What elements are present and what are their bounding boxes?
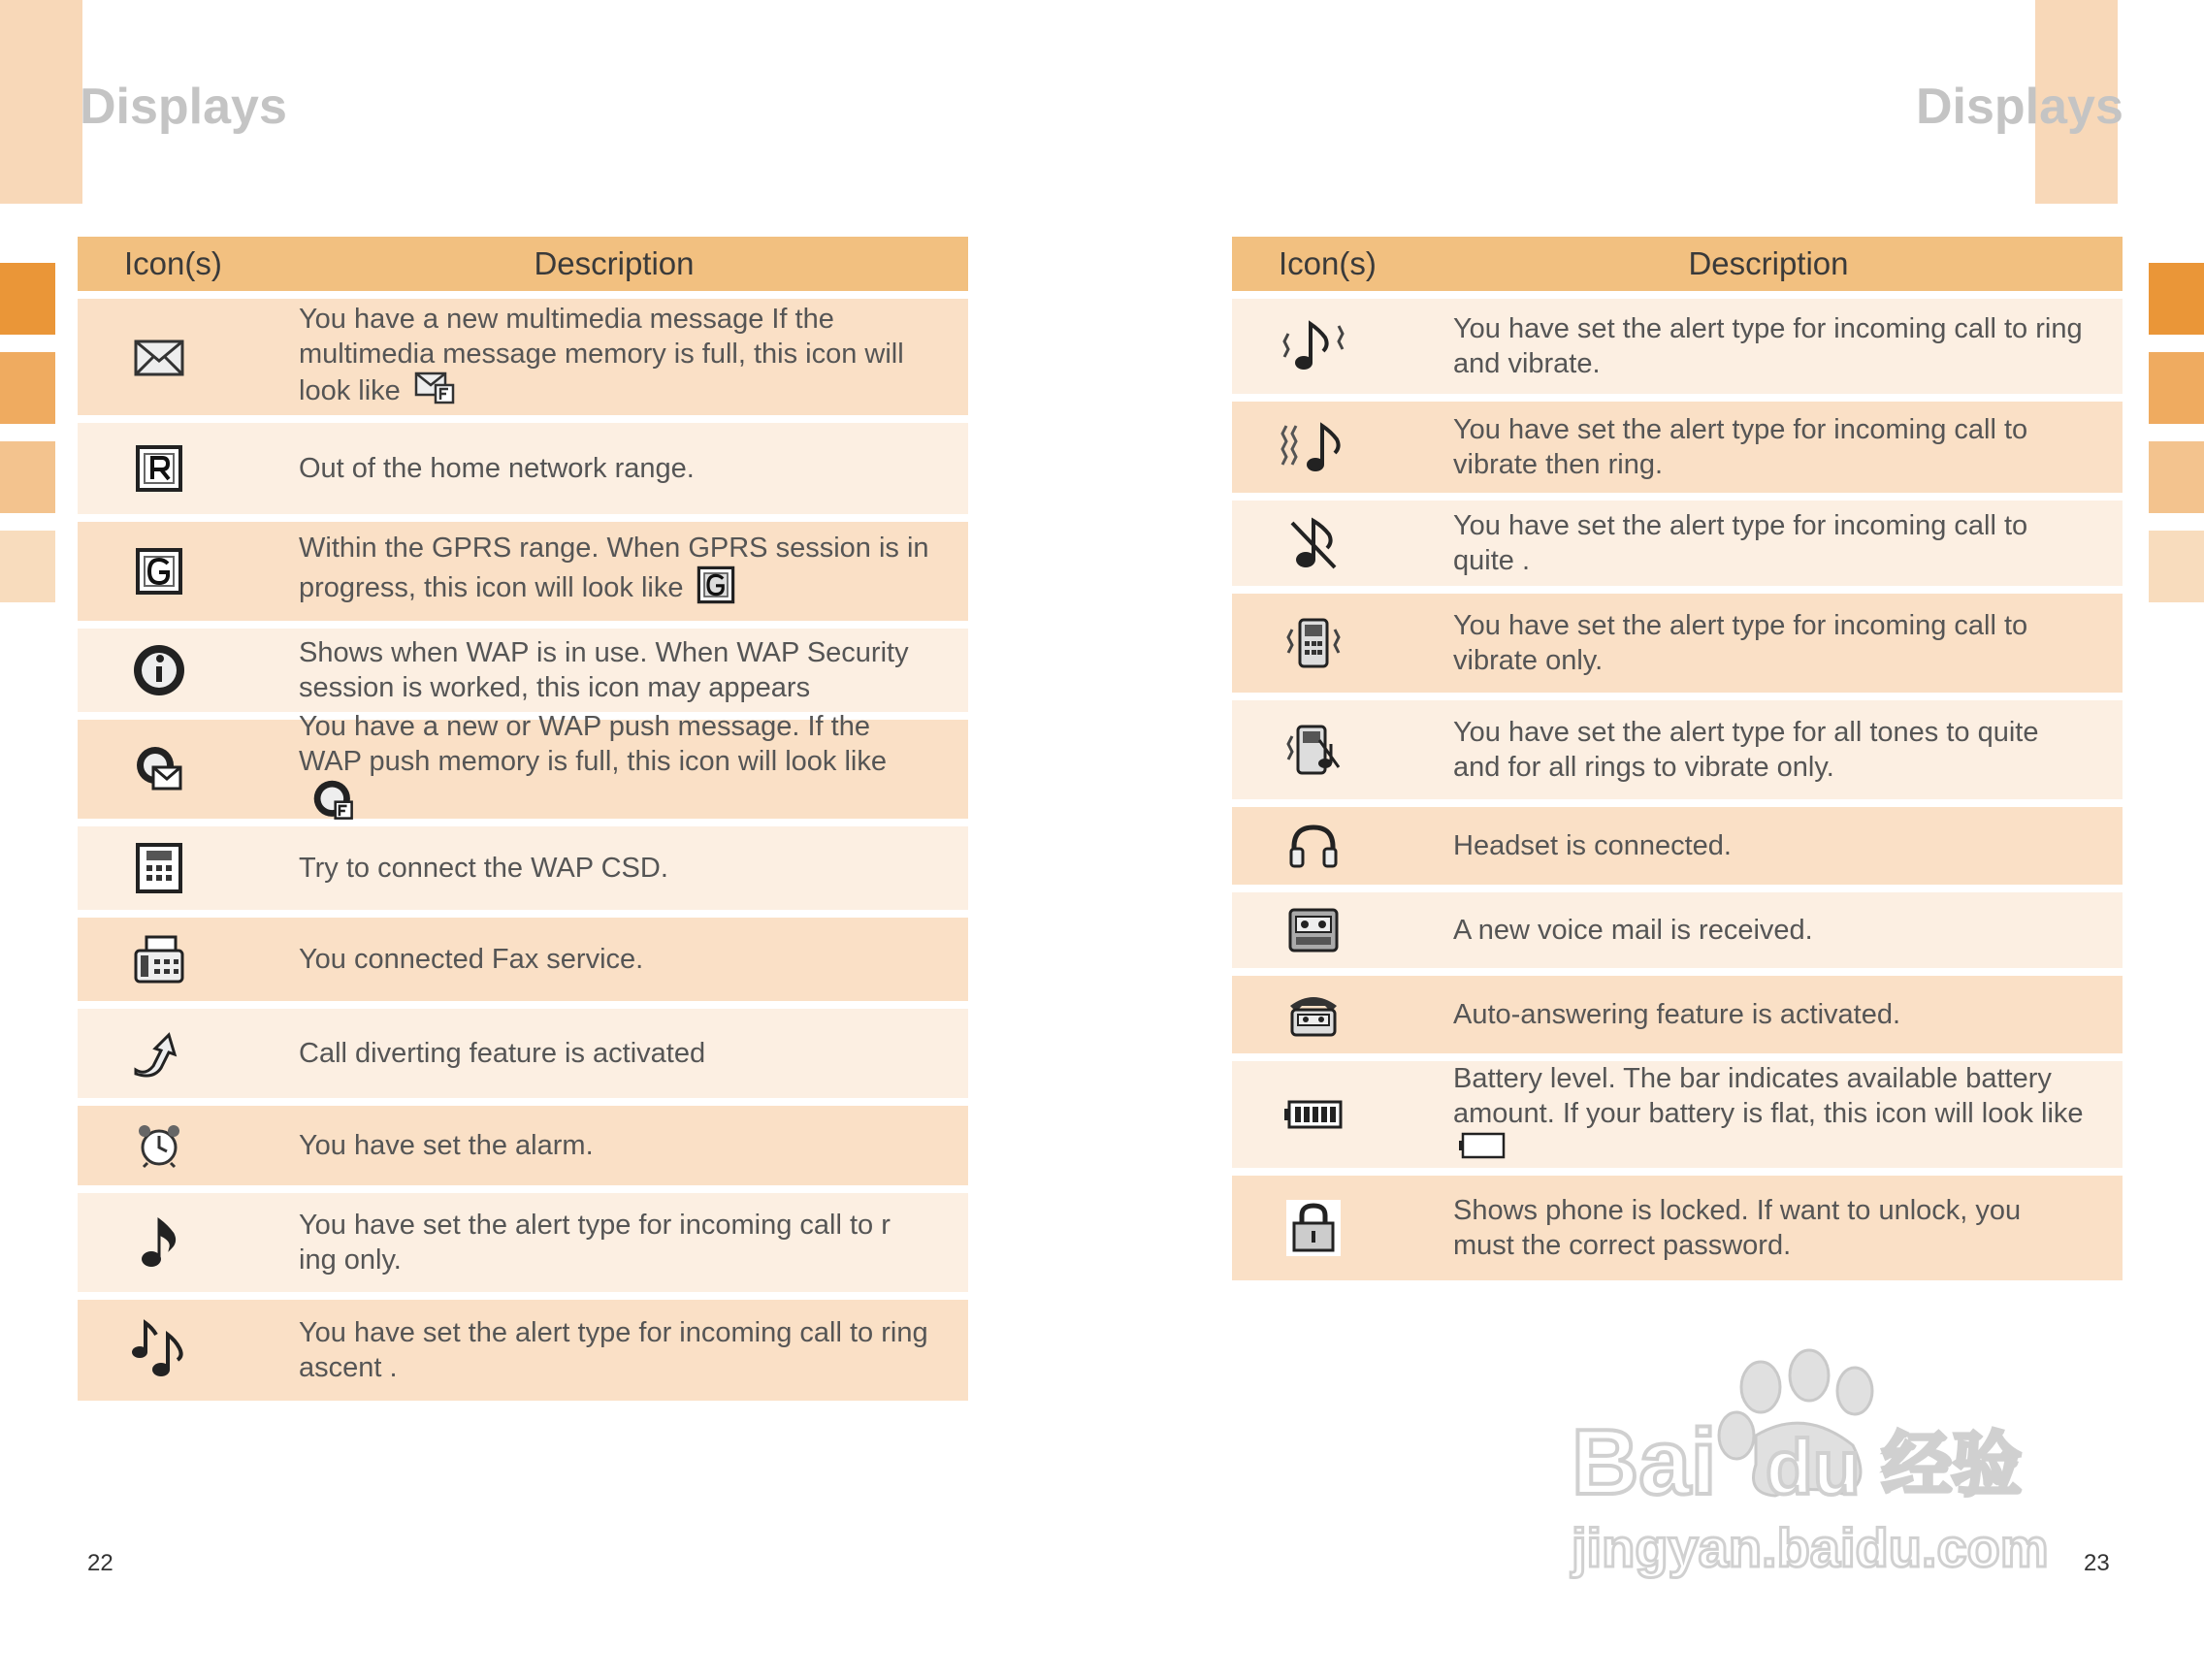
row-description: A new voice mail is received. (1453, 915, 1813, 946)
header-description-col: Description (534, 245, 695, 281)
row-description: You have set the alert type for incoming call to vibrate only. (1453, 610, 2028, 676)
table-row (1232, 1176, 2123, 1280)
side-tab (2149, 263, 2204, 335)
page-number-left: 22 (87, 1550, 113, 1576)
row-description: You have set the alert type for incoming call to quite . (1453, 510, 2028, 576)
row-description: Headset is connected. (1453, 830, 1732, 861)
table-row (1232, 501, 2123, 586)
wap-csd-icon (78, 842, 299, 894)
envelope-full-icon (414, 372, 455, 413)
row-description: You have set the alarm. (299, 1130, 594, 1161)
padlock-icon (1232, 1200, 1453, 1256)
table-row (1232, 1061, 2123, 1168)
roaming-r-icon (78, 444, 299, 493)
table-row (78, 299, 968, 415)
gprs-active-icon (697, 565, 735, 613)
fax-icon (78, 934, 299, 985)
table-row (78, 826, 968, 910)
wap-push-icon (78, 744, 299, 794)
battery-full-icon (1232, 1099, 1453, 1130)
row-description: Call diverting feature is activated (299, 1038, 706, 1069)
alarm-clock-icon (78, 1122, 299, 1169)
table-header (78, 237, 968, 291)
row-description: Auto-answering feature is activated. (1453, 999, 1901, 1030)
gprs-g-icon (78, 547, 299, 596)
battery-empty-icon (1459, 1132, 1506, 1168)
auto-answer-icon (1232, 990, 1453, 1039)
row-description: You have a new or WAP push message. If the WAP push memory is full, this icon will look like (299, 710, 887, 777)
headset-icon (1232, 822, 1453, 870)
header-icon-col: Icon(s) (1279, 245, 1377, 281)
baidu-watermark-logo (1562, 1348, 2066, 1591)
row-description: Shows phone is locked. If want to unlock, you must the correct password. (1453, 1195, 2022, 1261)
table-row (78, 1193, 968, 1292)
quiet-vibrate-icon (1232, 723, 1453, 777)
table-row (78, 423, 968, 514)
row-description: Shows when WAP is in use. When WAP Security session is worked, this icon may appears (299, 637, 909, 703)
vibrate-phone-icon (1232, 616, 1453, 670)
watermark-brand-text: Bai (1572, 1410, 1717, 1514)
wap-push-full-icon (312, 779, 355, 830)
vibrate-then-ring-icon (1232, 418, 1453, 476)
table-row (78, 710, 968, 819)
side-tab (2149, 441, 2204, 513)
table-row (1232, 807, 2123, 885)
table-row (1232, 976, 2123, 1053)
side-tab (0, 263, 55, 335)
row-description: You have set the alert type for all tones to quite and for all rings to vibrate only. (1453, 717, 2039, 783)
header-icon-col: Icon(s) (124, 245, 222, 281)
row-description: Try to connect the WAP CSD. (299, 853, 668, 884)
watermark-url-text: jingyan.baidu.com (1572, 1517, 2049, 1578)
table-row (1232, 299, 2123, 394)
table-row (78, 1106, 968, 1185)
row-description: Out of the home network range. (299, 453, 695, 484)
corner-block-left (0, 0, 82, 204)
side-tab (2149, 352, 2204, 424)
table-row (78, 1300, 968, 1401)
ring-and-vibrate-icon (1232, 316, 1453, 376)
side-tab (0, 441, 55, 513)
row-description: You connected Fax service. (299, 944, 644, 975)
row-description: Within the GPRS range. When GPRS session is in progress, this icon will look like (299, 532, 929, 603)
watermark-jingyan-text: 经验 (1882, 1424, 2023, 1505)
table-row (78, 918, 968, 1001)
icon-table-right (1232, 237, 2123, 1288)
table-row (1232, 892, 2123, 968)
page-heading-right: Displays (1916, 79, 2123, 135)
call-divert-icon (78, 1029, 299, 1078)
row-description: You have a new multimedia message If the multimedia message memory is full, this icon will look like (299, 303, 904, 406)
table-row (78, 522, 968, 621)
row-description: Battery level. The bar indicates available battery amount. If your battery is flat, this icon will look like (1453, 1063, 2084, 1130)
watermark-du-text: du (1766, 1424, 1861, 1510)
table-row (1232, 402, 2123, 493)
side-tab (2149, 531, 2204, 602)
row-description: You have set the alert type for incoming call to ring ascent . (299, 1317, 928, 1383)
header-description-col: Description (1688, 245, 1849, 281)
page-heading-left: Displays (80, 79, 287, 135)
table-row (1232, 700, 2123, 799)
side-tab (0, 531, 55, 602)
row-description: You have set the alert type for incoming call to ring and vibrate. (1453, 313, 2083, 379)
row-description: You have set the alert type for incoming call to vibrate then ring. (1453, 414, 2028, 480)
row-description: You have set the alert type for incoming call to r ing only. (299, 1210, 891, 1276)
music-note-icon (78, 1214, 299, 1271)
table-row (78, 1009, 968, 1098)
table-header (1232, 237, 2123, 291)
table-row (1232, 594, 2123, 693)
voicemail-icon (1232, 907, 1453, 953)
ring-ascent-icon (78, 1319, 299, 1381)
envelope-icon (78, 336, 299, 378)
icon-table-left (78, 237, 968, 1408)
quiet-note-icon (1232, 513, 1453, 573)
page-number-right: 23 (2084, 1550, 2110, 1576)
table-row (78, 629, 968, 712)
wap-icon (78, 643, 299, 697)
side-tab (0, 352, 55, 424)
